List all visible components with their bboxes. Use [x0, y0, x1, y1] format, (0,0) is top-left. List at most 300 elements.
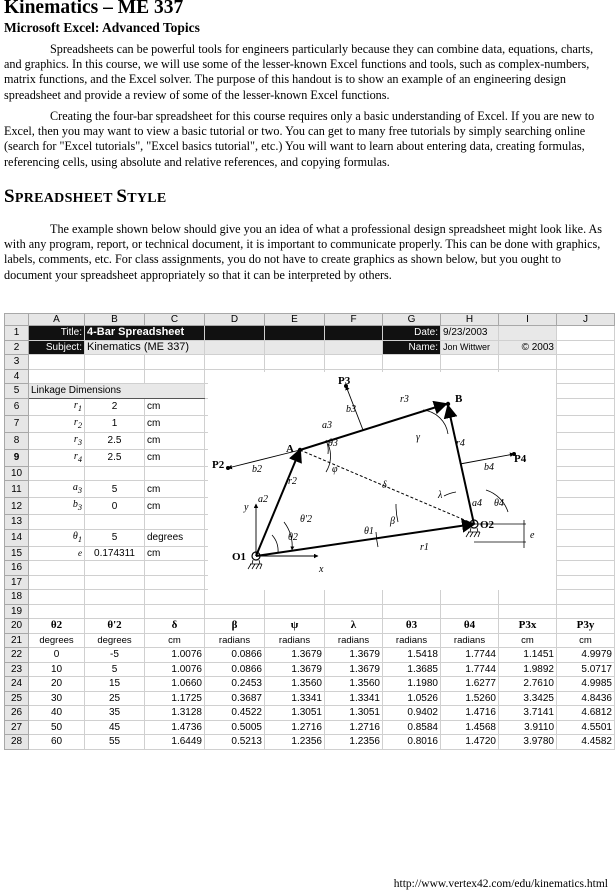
empty-cell	[145, 369, 205, 384]
param-unit: degrees	[145, 529, 205, 546]
row-header: 5	[5, 384, 29, 399]
empty-cell	[557, 604, 615, 619]
empty-cell	[85, 466, 145, 481]
empty-cell	[325, 590, 383, 605]
row-header: 6	[5, 398, 29, 415]
table-unit: radians	[325, 633, 383, 648]
linkage-diagram-svg	[208, 372, 556, 590]
col-header: A	[29, 314, 85, 326]
table-cell: 1.0526	[383, 691, 441, 706]
empty-cell	[205, 590, 265, 605]
table-row	[5, 691, 615, 706]
table-cell: 1.3679	[265, 648, 325, 663]
empty-cell	[205, 604, 265, 619]
joint-a	[298, 448, 302, 452]
table-row	[5, 706, 615, 721]
label-b4: b4	[484, 462, 494, 473]
empty-cell	[145, 575, 205, 590]
label-x: x	[319, 564, 324, 575]
title-fill	[325, 326, 383, 341]
arc-theta1	[376, 532, 378, 547]
row-header: 16	[5, 561, 29, 576]
table-row	[5, 735, 615, 750]
table-cell: 4.5501	[557, 720, 615, 735]
table-unit: radians	[383, 633, 441, 648]
empty-cell	[85, 369, 145, 384]
row-header: 23	[5, 662, 29, 677]
empty-cell	[29, 561, 85, 576]
label-beta: β	[390, 516, 395, 527]
param-symbol-base: e	[78, 547, 82, 558]
param-value-input: 5	[85, 529, 145, 546]
empty-cell	[499, 604, 557, 619]
row-header: 9	[5, 449, 29, 466]
empty-cell	[85, 515, 145, 530]
param-symbol-base: r	[73, 433, 78, 445]
param-symbol-sub: 4	[77, 454, 82, 464]
table-cell: 25	[85, 691, 145, 706]
name-value-cell: Jon Wittwer	[441, 340, 499, 355]
sheet-row	[5, 340, 615, 355]
table-cell: 1.3051	[325, 706, 383, 721]
empty-cell	[557, 575, 615, 590]
param-unit: cm	[145, 415, 205, 432]
param-value-input: 0	[85, 498, 145, 515]
row-header: 14	[5, 529, 29, 546]
table-unit: degrees	[85, 633, 145, 648]
empty-cell	[85, 604, 145, 619]
subject-fill	[205, 340, 265, 355]
document-subtitle: Microsoft Excel: Advanced Topics	[4, 20, 200, 35]
table-unit: radians	[265, 633, 325, 648]
param-symbol-base: r	[73, 399, 78, 411]
table-cell: 1.3679	[265, 662, 325, 677]
col-header: J	[557, 314, 615, 326]
table-header: P3y	[557, 619, 615, 634]
empty-cell	[29, 369, 85, 384]
row-header: 3	[5, 355, 29, 370]
row-header: 27	[5, 720, 29, 735]
table-cell: 5.0717	[557, 662, 615, 677]
title-fill	[265, 326, 325, 341]
table-header: P3x	[499, 619, 557, 634]
table-unit-row	[5, 633, 615, 648]
table-cell: 1.3341	[325, 691, 383, 706]
table-row	[5, 648, 615, 663]
empty-cell	[557, 515, 615, 530]
row-header: 8	[5, 432, 29, 449]
table-unit: cm	[145, 633, 205, 648]
table-cell: 1.7744	[441, 648, 499, 663]
param-unit: cm	[145, 498, 205, 515]
table-cell: 1.5418	[383, 648, 441, 663]
param-symbol	[29, 498, 85, 515]
table-cell: 55	[85, 735, 145, 750]
table-cell: 0.0866	[205, 662, 265, 677]
table-cell: 4.8436	[557, 691, 615, 706]
param-symbol-base: a	[72, 482, 78, 493]
param-unit: cm	[145, 449, 205, 466]
param-symbol	[29, 481, 85, 498]
section-heading	[4, 186, 167, 208]
label-theta1: θ1	[364, 526, 374, 537]
empty-cell	[557, 590, 615, 605]
empty-cell	[265, 604, 325, 619]
empty-cell	[29, 355, 85, 370]
row-header: 25	[5, 691, 29, 706]
table-cell: 0.3687	[205, 691, 265, 706]
linkage-title-cell: Linkage Dimensions	[29, 384, 205, 399]
table-cell: 20	[29, 677, 85, 692]
empty-cell	[441, 604, 499, 619]
table-cell: 1.0076	[145, 662, 205, 677]
style-paragraph: The example shown below should give you an idea of what a professional design spreadsheet might look like. As with any program, report, or technical document, it is important to communicate properly. This can be done with graphics, labels, comments, etc. For class assignments, you do not have to create graphics as shown below, but you ought to document your spreadsheet appropriately so that it can be interpreted by others.	[4, 222, 603, 282]
param-symbol	[29, 449, 85, 466]
date-value-cell: 9/23/2003	[441, 326, 499, 341]
subject-value-cell: Kinematics (ME 337)	[85, 340, 205, 355]
heading-cap-1: S	[4, 186, 15, 207]
param-symbol-sub: 2	[77, 420, 82, 430]
empty-cell	[499, 355, 557, 370]
label-r1: r1	[420, 542, 429, 553]
empty-cell	[557, 326, 615, 341]
table-cell: 35	[85, 706, 145, 721]
table-header: ψ	[265, 619, 325, 634]
label-a: A	[286, 443, 294, 455]
table-header: θ3	[383, 619, 441, 634]
table-unit: degrees	[29, 633, 85, 648]
col-header: H	[441, 314, 499, 326]
table-cell: 4.4582	[557, 735, 615, 750]
row-header: 19	[5, 604, 29, 619]
table-cell: 60	[29, 735, 85, 750]
table-header: β	[205, 619, 265, 634]
param-value-input: 1	[85, 415, 145, 432]
col-header: I	[499, 314, 557, 326]
table-row	[5, 677, 615, 692]
table-cell: 0.8584	[383, 720, 441, 735]
empty-cell	[441, 355, 499, 370]
title-value-cell: 4-Bar Spreadsheet	[85, 326, 205, 341]
table-header-row	[5, 619, 615, 634]
title-fill	[205, 326, 265, 341]
corner-cell	[5, 314, 29, 326]
sheet-row	[5, 604, 615, 619]
table-cell: 1.2716	[265, 720, 325, 735]
subject-fill	[265, 340, 325, 355]
table-cell: 1.0660	[145, 677, 205, 692]
row-header: 28	[5, 735, 29, 750]
label-r4: r4	[456, 438, 465, 449]
empty-cell	[145, 466, 205, 481]
label-b: B	[455, 393, 463, 405]
param-unit: cm	[145, 481, 205, 498]
footer-url: http://www.vertex42.com/edu/kinematics.html	[393, 878, 608, 890]
empty-cell	[265, 590, 325, 605]
param-symbol-sub: 3	[77, 437, 82, 447]
label-b2: b2	[252, 464, 262, 475]
empty-cell	[265, 355, 325, 370]
param-unit: cm	[145, 546, 205, 561]
table-cell: 4.6812	[557, 706, 615, 721]
empty-cell	[145, 355, 205, 370]
heading-rest-2: TYLE	[127, 191, 167, 206]
param-symbol-base: b	[72, 499, 78, 510]
table-cell: 1.3560	[265, 677, 325, 692]
row-header: 12	[5, 498, 29, 515]
empty-cell	[557, 384, 615, 399]
table-header: δ	[145, 619, 205, 634]
arc-gamma	[423, 410, 448, 434]
table-cell: 0.5213	[205, 735, 265, 750]
table-cell: 1.5260	[441, 691, 499, 706]
param-symbol-sub: 3	[77, 503, 82, 512]
empty-cell	[383, 604, 441, 619]
table-cell: 10	[29, 662, 85, 677]
linkage-diagram	[208, 372, 556, 590]
param-value-input: 2	[85, 398, 145, 415]
param-value-input: 2.5	[85, 432, 145, 449]
empty-cell	[383, 355, 441, 370]
empty-cell	[145, 590, 205, 605]
col-header: F	[325, 314, 383, 326]
table-header: θ2	[29, 619, 85, 634]
joint-b	[446, 402, 450, 406]
empty-cell	[145, 561, 205, 576]
intro-paragraph: Spreadsheets can be powerful tools for engineers particularly because they can combine data, equations, charts, and graphics. In this course, we will use some of the lesser-known Excel functions and tools, such as complex-numbers, matrix functions, and the Excel solver. The purpose of this handout is to show an example of an engineering design spreadsheet and provide a review of some of the lesser-known Excel functions.	[4, 42, 594, 102]
param-symbol	[29, 398, 85, 415]
col-header: C	[145, 314, 205, 326]
label-theta4: θ4	[494, 498, 504, 509]
row-header: 13	[5, 515, 29, 530]
label-delta: δ	[382, 480, 387, 491]
table-cell: 0.5005	[205, 720, 265, 735]
table-row	[5, 720, 615, 735]
empty-cell	[145, 604, 205, 619]
param-unit: cm	[145, 432, 205, 449]
table-cell: 1.3679	[325, 662, 383, 677]
empty-cell	[85, 590, 145, 605]
empty-cell	[29, 590, 85, 605]
table-cell: 1.2356	[265, 735, 325, 750]
table-cell: 1.1451	[499, 648, 557, 663]
table-cell: 3.7141	[499, 706, 557, 721]
col-header: E	[265, 314, 325, 326]
column-header-row	[5, 314, 615, 326]
label-lambda: λ	[438, 490, 443, 501]
document-title: Kinematics – ME 337	[4, 0, 184, 18]
empty-cell	[557, 466, 615, 481]
table-cell: 1.4720	[441, 735, 499, 750]
param-symbol-base: r	[73, 450, 78, 462]
heading-rest-1: PREADSHEET	[14, 191, 117, 206]
param-symbol-base: θ	[72, 530, 78, 542]
param-value-calc: 0.174311	[85, 546, 145, 561]
label-a4: a4	[472, 498, 482, 509]
label-p4: P4	[514, 453, 527, 465]
label-phi: φ	[332, 464, 338, 475]
param-symbol-base: r	[73, 416, 78, 428]
table-cell: 0.8016	[383, 735, 441, 750]
param-symbol	[29, 529, 85, 546]
param-symbol	[29, 432, 85, 449]
row-header: 22	[5, 648, 29, 663]
row-header: 4	[5, 369, 29, 384]
arc-lambda	[444, 492, 456, 496]
empty-cell	[29, 575, 85, 590]
empty-cell	[85, 575, 145, 590]
param-symbol-sub: 1	[77, 534, 82, 544]
table-cell: 1.0076	[145, 648, 205, 663]
param-symbol-sub: 3	[77, 486, 82, 495]
table-cell: 1.4736	[145, 720, 205, 735]
table-cell: 50	[29, 720, 85, 735]
table-cell: 4.9979	[557, 648, 615, 663]
table-cell: 1.3560	[325, 677, 383, 692]
label-p3: P3	[338, 375, 351, 387]
table-cell: 1.3685	[383, 662, 441, 677]
empty-cell	[557, 355, 615, 370]
empty-cell	[29, 515, 85, 530]
table-cell: 1.2356	[325, 735, 383, 750]
table-cell: 3.9110	[499, 720, 557, 735]
label-o1: O1	[232, 551, 247, 563]
table-cell: 1.2716	[325, 720, 383, 735]
sheet-row	[5, 355, 615, 370]
tutorial-paragraph: Creating the four-bar spreadsheet for this course requires only a basic understanding of Excel. If you are new to Excel, then you may want to view a basic tutorial or two. You can get to many free tutorials by simply searching online (search for "Excel tutorials", "Excel basics tutorial", etc.) You will want to learn about entering data, creating formulas, referencing cells, using absolute and relative references, and copying formulas.	[4, 109, 595, 169]
table-cell: 1.4716	[441, 706, 499, 721]
empty-cell	[557, 369, 615, 384]
col-header: B	[85, 314, 145, 326]
table-cell: 1.3679	[325, 648, 383, 663]
table-header: λ	[325, 619, 383, 634]
table-cell: 2.7610	[499, 677, 557, 692]
empty-cell	[441, 590, 499, 605]
row-header: 26	[5, 706, 29, 721]
name-label-cell: Name:	[383, 340, 441, 355]
empty-cell	[557, 432, 615, 449]
row-header: 7	[5, 415, 29, 432]
table-cell: 0.0866	[205, 648, 265, 663]
label-theta2p: θ'2	[300, 514, 313, 525]
point-p2	[226, 466, 230, 470]
sheet-row	[5, 326, 615, 341]
table-cell: 40	[29, 706, 85, 721]
table-cell: 1.6277	[441, 677, 499, 692]
heading-cap-2: S	[116, 186, 128, 207]
label-r3: r3	[400, 394, 409, 405]
label-o2: O2	[480, 519, 495, 531]
copyright-cell: © 2003	[499, 340, 557, 355]
label-a3: a3	[322, 420, 332, 431]
empty-cell	[29, 466, 85, 481]
table-unit: radians	[441, 633, 499, 648]
empty-cell	[205, 355, 265, 370]
table-cell: 1.3341	[265, 691, 325, 706]
param-value-input: 5	[85, 481, 145, 498]
row-header: 18	[5, 590, 29, 605]
arc-theta2	[272, 535, 278, 553]
table-cell: 0	[29, 648, 85, 663]
empty-cell	[557, 415, 615, 432]
title-label-cell: Title:	[29, 326, 85, 341]
empty-cell	[557, 529, 615, 546]
row-header: 10	[5, 466, 29, 481]
table-cell: 1.6449	[145, 735, 205, 750]
table-cell: 1.3051	[265, 706, 325, 721]
table-cell: 1.1725	[145, 691, 205, 706]
col-header: G	[383, 314, 441, 326]
param-symbol	[29, 546, 85, 561]
table-cell: 1.9892	[499, 662, 557, 677]
empty-cell	[145, 515, 205, 530]
param-unit: cm	[145, 398, 205, 415]
table-cell: 45	[85, 720, 145, 735]
row-header: 1	[5, 326, 29, 341]
empty-cell	[557, 481, 615, 498]
label-r2: r2	[288, 476, 297, 487]
label-a2: a2	[258, 494, 268, 505]
empty-cell	[29, 604, 85, 619]
param-value-input: 2.5	[85, 449, 145, 466]
table-cell: 0.2453	[205, 677, 265, 692]
table-cell: 5	[85, 662, 145, 677]
row-header: 2	[5, 340, 29, 355]
table-header: θ'2	[85, 619, 145, 634]
row-header: 11	[5, 481, 29, 498]
empty-cell	[85, 355, 145, 370]
empty-cell	[557, 398, 615, 415]
label-y: y	[244, 502, 249, 513]
label-theta3: θ3	[328, 438, 338, 449]
label-gamma: γ	[416, 432, 420, 443]
date-fill	[499, 326, 557, 341]
sheet-row	[5, 590, 615, 605]
label-b3: b3	[346, 404, 356, 415]
table-unit: cm	[499, 633, 557, 648]
empty-cell	[557, 498, 615, 515]
label-e: e	[530, 530, 535, 541]
subject-fill	[325, 340, 383, 355]
table-cell: 1.7744	[441, 662, 499, 677]
date-label-cell: Date:	[383, 326, 441, 341]
empty-cell	[85, 561, 145, 576]
col-header: D	[205, 314, 265, 326]
subject-label-cell: Subject:	[29, 340, 85, 355]
label-p2: P2	[212, 459, 225, 471]
arc-beta	[396, 504, 398, 522]
empty-cell	[383, 590, 441, 605]
table-header: θ4	[441, 619, 499, 634]
param-symbol	[29, 415, 85, 432]
table-cell: -5	[85, 648, 145, 663]
table-unit: radians	[205, 633, 265, 648]
row-header: 20	[5, 619, 29, 634]
table-cell: 15	[85, 677, 145, 692]
empty-cell	[557, 546, 615, 561]
row-header: 24	[5, 677, 29, 692]
label-theta2: θ2	[288, 532, 298, 543]
table-cell: 0.4522	[205, 706, 265, 721]
empty-cell	[557, 561, 615, 576]
empty-cell	[557, 340, 615, 355]
empty-cell	[557, 449, 615, 466]
table-cell: 1.4568	[441, 720, 499, 735]
row-header: 21	[5, 633, 29, 648]
table-row	[5, 662, 615, 677]
empty-cell	[325, 604, 383, 619]
row-header: 17	[5, 575, 29, 590]
